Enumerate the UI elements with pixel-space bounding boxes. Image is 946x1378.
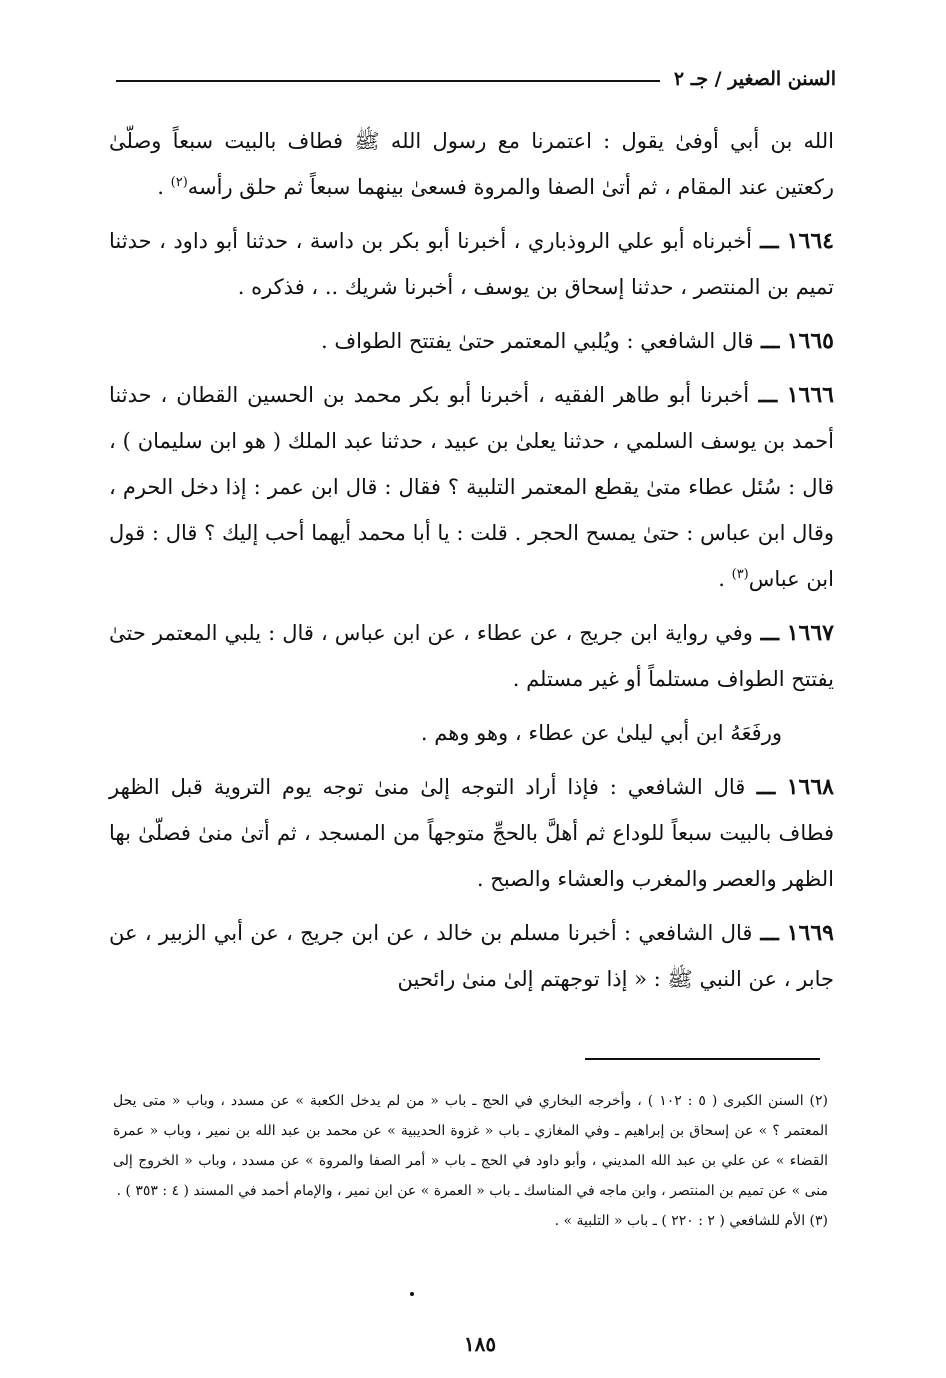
hadith-1668: ١٦٦٨ ـــ قال الشافعي : فإذا أراد التوجه إلىٰ منىٰ توجه يوم التروية قبل الظهر فطاف بالبيت سبعاً للوداع ثم أهلَّ بالحجِّ متوجهاً من المسجد ، ثم أتىٰ منىٰ فصلّىٰ بها الظهر والعصر والمغرب والعشاء والصبح . <box>109 774 834 891</box>
hadith-1665: ١٦٦٥ ـــ قال الشافعي : ويُلبي المعتمر حتىٰ يفتتح الطواف . <box>320 328 834 354</box>
hadith-number: ١٦٦٤ <box>786 228 834 254</box>
hadith-text: وفي رواية ابن جريج ، عن عطاء ، عن ابن عباس ، قال : يلبي المعتمر حتىٰ يفتتح الطواف مستلماً أو غير مستلم . <box>109 621 834 691</box>
hadith-number: ١٦٦٩ <box>786 920 834 946</box>
hadith-text: أخبرناه أبو علي الروذباري ، أخبرنا أبو بكر بن داسة ، حدثنا أبو داود ، حدثنا تميم بن المنتصر ، حدثنا إسحاق بن يوسف ، أخبرنا شريك .. ، فذكره . <box>109 229 834 299</box>
footnote-3: (٣) الأم للشافعي ( ٢ : ٢٢٠ ) ـ باب « التلبية » . <box>554 1213 828 1229</box>
hadith-number: ١٦٦٧ <box>786 620 834 646</box>
page-number: ١٨٥ <box>463 1332 497 1356</box>
hadith-number: ١٦٦٥ <box>786 328 834 354</box>
paragraph-continued <box>109 118 834 210</box>
main-text <box>109 118 834 1004</box>
paragraph-text: الله بن أبي أوفىٰ يقول : اعتمرنا مع رسول الله ﷺ فطاف بالبيت سبعاً وصلّىٰ ركعتين عند المقام ، ثم أتىٰ الصفا والمروة فسعىٰ بينهما سبعاً ثم حلق رأسه <box>109 129 834 199</box>
footnote-2: (٢) السنن الكبرى ( ٥ : ١٠٢ ) ، وأخرجه البخاري في الحج ـ باب « من لم يدخل الكعبة » عن مسدد ، وباب « متى يحل المعتمر ؟ » عن إسحاق بن إبراهيم ـ وفي المغازي ـ باب « غزوة الحديبية » عن محمد بن عبد الله بن نمير ، وباب « عمرة القضاء » عن علي بن عبد الله المديني ، وأبو داود في الحج ـ باب « أمر الصفا والمروة » عن مسدد ، وباب « الخروج إلى منى » عن تميم بن المنتصر ، وابن ماجه في المناسك ـ باب « العمرة » عن ابن نمير ، والإمام أحمد في المسند ( ٤ : ٣٥٣ ) . <box>113 1093 829 1199</box>
hadith-number: ١٦٦٦ <box>786 382 834 408</box>
hadith-number: ١٦٦٨ <box>786 774 834 800</box>
footnote-ref-2: (٢) <box>170 175 188 190</box>
footnote-rule <box>585 1058 820 1060</box>
hadith-1666: ١٦٦٦ ـــ أخبرنا أبو طاهر الفقيه ، أخبرنا أبو بكر محمد بن الحسين القطان ، حدثنا أحمد بن يوسف السلمي ، حدثنا يعلىٰ بن عبيد ، حدثنا عبد الملك ( هو ابن سليمان ) ، قال : سُئل عطاء متىٰ يقطع المعتمر التلبية ؟ فقال : قال ابن عمر : إذا دخل الحرم ، وقال ابن عباس : حتىٰ يمسح الحجر . قلت : يا أبا محمد أيهما أحب إليك ؟ قال : قول ابن عباس$^{(٣)}$ . <box>109 382 834 591</box>
hadith-text: قال الشافعي : أخبرنا مسلم بن خالد ، عن ابن جريج ، عن أبي الزبير ، عن جابر ، عن النبي ﷺ : « إذا توجهتم إلىٰ منىٰ رائحين <box>109 921 834 991</box>
footnote-ref-3: (٣) <box>731 567 749 582</box>
paragraph-tail: . <box>718 567 732 591</box>
running-header <box>116 62 836 96</box>
hadith-text: أخبرنا أبو طاهر الفقيه ، أخبرنا أبو بكر محمد بن الحسين القطان ، حدثنا أحمد بن يوسف السلمي ، حدثنا يعلىٰ بن عبيد ، حدثنا عبد الملك ( هو ابن سليمان ) ، قال : سُئل عطاء متىٰ يقطع المعتمر التلبية ؟ فقال : قال ابن عمر : إذا دخل الحرم ، وقال ابن عباس : حتىٰ يمسح الحجر . قلت : يا أبا محمد أيهما أحب إليك ؟ قال : قول ابن عباس <box>109 383 834 591</box>
hadith-text: قال الشافعي : ويُلبي المعتمر حتىٰ يفتتح الطواف . <box>320 329 754 353</box>
paragraph-tail: . <box>157 175 171 199</box>
paragraph-text: ورفَعَهُ ابن أبي ليلىٰ عن عطاء ، وهو وهم . <box>420 721 782 745</box>
decorative-dot <box>410 1292 414 1296</box>
header-rule <box>116 80 660 82</box>
hadith-text: قال الشافعي : فإذا أراد التوجه إلىٰ منىٰ توجه يوم التروية قبل الظهر فطاف بالبيت سبعاً للوداع ثم أهلَّ بالحجِّ متوجهاً من المسجد ، ثم أتىٰ منىٰ فصلّىٰ بها الظهر والعصر والمغرب والعشاء والصبح . <box>109 775 834 891</box>
running-title: السنن الصغير / جـ ٢ <box>673 68 836 90</box>
footnotes <box>113 1086 828 1236</box>
hadith-1664: ١٦٦٤ ـــ أخبرناه أبو علي الروذباري ، أخبرنا أبو بكر بن داسة ، حدثنا أبو داود ، حدثنا تميم بن المنتصر ، حدثنا إسحاق بن يوسف ، أخبرنا شريك .. ، فذكره . <box>109 228 834 299</box>
hadith-1667-note <box>109 710 834 756</box>
hadith-1669: ١٦٦٩ ـــ قال الشافعي : أخبرنا مسلم بن خالد ، عن ابن جريج ، عن أبي الزبير ، عن جابر ، عن النبي ﷺ : « إذا توجهتم إلىٰ منىٰ رائحين <box>109 920 834 991</box>
hadith-1667: ١٦٦٧ ـــ وفي رواية ابن جريج ، عن عطاء ، عن ابن عباس ، قال : يلبي المعتمر حتىٰ يفتتح الطواف مستلماً أو غير مستلم . <box>109 620 834 691</box>
